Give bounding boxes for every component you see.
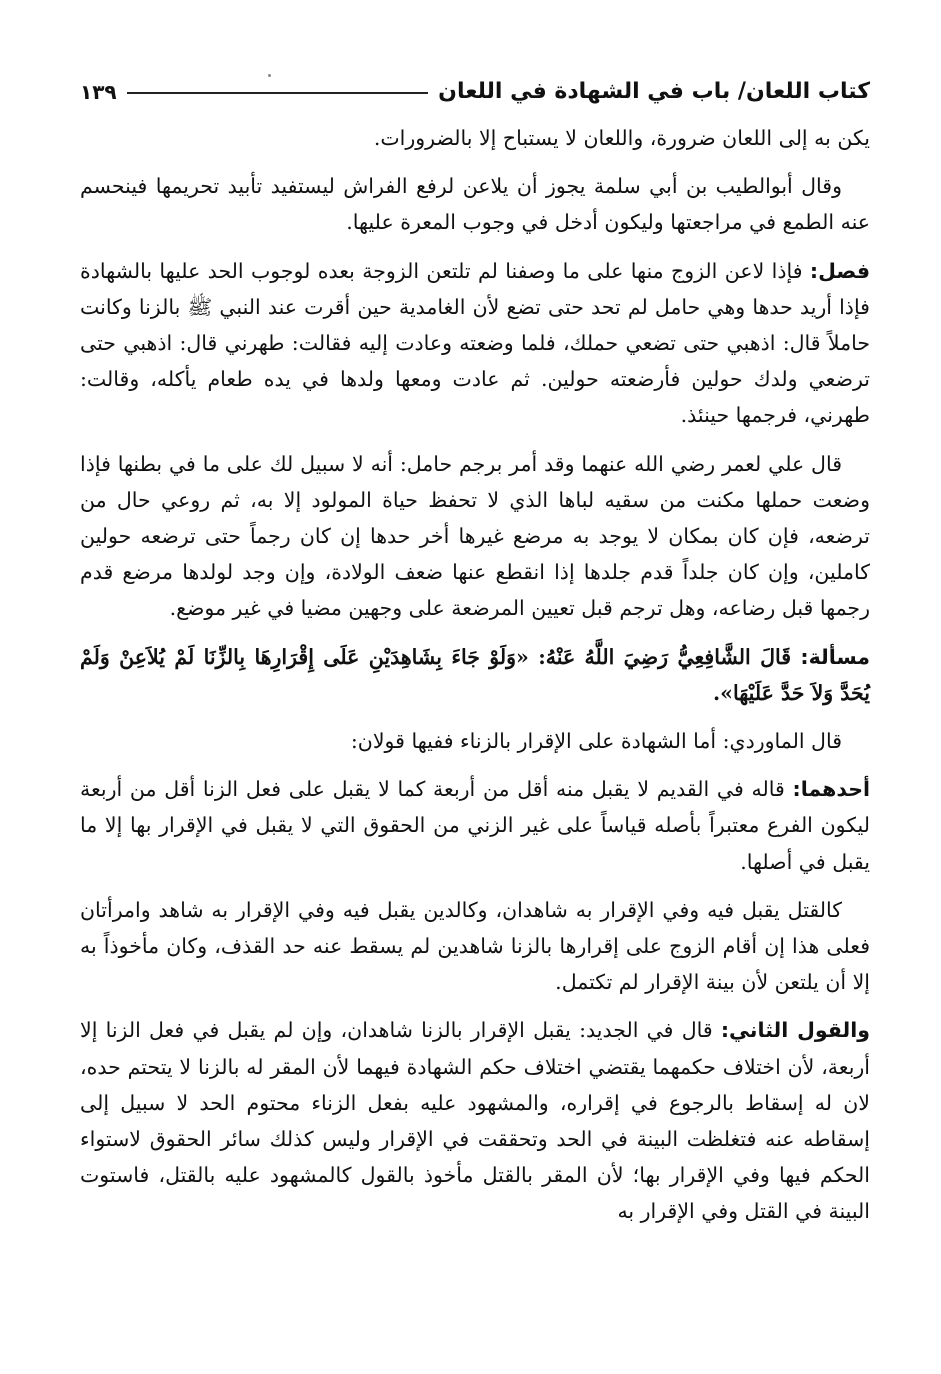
paragraph-text: يكن به إلى اللعان ضرورة، واللعان لا يستباح إلا بالضرورات. <box>373 126 870 150</box>
quoted-text: قَالَ الشَّافِعِيُّ رَضِيَ اللَّهُ عَنْهُ: «وَلَوْ جَاءَ بِشَاهِدَيْنِ عَلَى إِقْرَارِهَا بِالزِّنَا لَمْ يُلاَعِنْ وَلَمْ يُحَدَّ وَلاَ حَدَّ عَلَيْهَا». <box>80 644 870 705</box>
paragraph-second-opinion <box>80 1012 870 1229</box>
paragraph-text: قال في الجديد: يقبل الإقرار بالزنا شاهدان، وإن لم يقبل في فعل الزنا إلا أربعة، لأن اختلاف حكمهما يقتضي اختلاف حكم الشهادة فيهما لأن المقر له بالزنا لا يتحتم حده، لان له إسقاط بالرجوع في إقراره، والمشهود عليه بفعل الزناء محتوم الحد لا سبيل إلى إسقاطه عنه فتغلظت البينة في الحد وتحققت في الإقرار وليس كذلك سائر الحقوق لاستواء الحكم فيها وفي الإقرار بها؛ لأن المقر بالقتل مأخوذ بالقول كالمشهود عليه بالقتل، فاستوت البينة في القتل وفي الإقرار به <box>80 1018 870 1224</box>
paragraph-text: قال الماوردي: أما الشهادة على الإقرار بالزناء ففيها قولان: <box>350 729 842 754</box>
book-page <box>80 60 870 1350</box>
chapter-title: كتاب اللعان/ باب في الشهادة في اللعان <box>438 79 870 104</box>
paragraph-fasl <box>80 253 870 434</box>
paragraph <box>80 892 870 1001</box>
paragraph <box>80 168 870 240</box>
paragraph <box>80 120 870 156</box>
paragraph-lead: مسألة: <box>800 644 870 669</box>
paragraph-masala <box>80 639 870 711</box>
paragraph-text: قال علي لعمر رضي الله عنهما وقد أمر برجم حامل: أنه لا سبيل لك على ما في بطنها فإذا وضعت حملها مكنت من سقيه لباها الذي لا تحفظ حياة المولود إلا به، ثم روعي حال من ترضعه، فإن كان بمكان لا يوجد به مرضع غيرها أخر حدها إن كان رجماً حتى ترضعه حولين كاملين، وإن كان جلداً قدم جلدها إذا انقطع عنها ضعف الولادة، وإن وجد لولدها مرضع قدم رجمها قبل رضاعه، وهل ترجم قبل تعيين المرضعة على وجهين مضيا في غير موضع. <box>80 451 870 621</box>
paragraph-lead: والقول الثاني: <box>720 1018 870 1043</box>
paragraph <box>80 446 870 627</box>
paragraph <box>80 723 870 759</box>
paragraph-text: فإذا لاعن الزوج منها على ما وصفنا لم تلتعن الزوجة بعده لوجوب الحد عليها بالشهادة فإذا أريد حدها وهي حامل لم تحد حتى تضع لأن الغامدية حين أقرت عند النبي ﷺ بالزنا وكانت حاملاً قال: اذهبي حتى تضعي حملك، فلما وضعته وعادت إليه فقالت: طهرني قال: اذهبي حتى ترضعي ولدك حولين فأرضعته حولين. ثم عادت ومعها ولدها في يده طعام يأكله، وقالت: طهرني، فرجمها حينئذ. <box>80 258 870 428</box>
paragraph-text: قاله في القديم لا يقبل منه أقل من أربعة كما لا يقبل على فعل الزنا أقل من أربعة ليكون الفرع معتبراً بأصله قياساً على غير الزني من الحقوق التي لا يقبل في الإقرار بها إلا ما يقبل في أصلها. <box>80 777 870 874</box>
paragraph-text: كالقتل يقبل فيه وفي الإقرار به شاهدان، وكالدين يقبل فيه وفي الإقرار به شاهد وامرأتان فعلى هذا إن أقام الزوج على إقرارها بالزنا شاهدين لم يسقط عنه حد القذف، وكان مأخوذاً به إلا أن يلتعن لأن بينة الإقرار لم تكتمل. <box>80 897 870 995</box>
paragraph-first-opinion <box>80 771 870 880</box>
paragraph-text: وقال أبوالطيب بن أبي سلمة يجوز أن يلاعن لرفع الفراش ليستفيد تأبيد تحريمها فينحسم عنه الطمع في مراجعتها وليكون أدخل في وجوب المعرة عليها. <box>80 174 870 235</box>
page-number: ١٣٩ <box>80 80 117 104</box>
header-rule <box>127 92 429 94</box>
paragraph-lead: أحدهما: <box>792 777 870 802</box>
body-text <box>80 120 870 1230</box>
paragraph-lead: فصل: <box>809 258 870 283</box>
running-header <box>80 60 870 110</box>
